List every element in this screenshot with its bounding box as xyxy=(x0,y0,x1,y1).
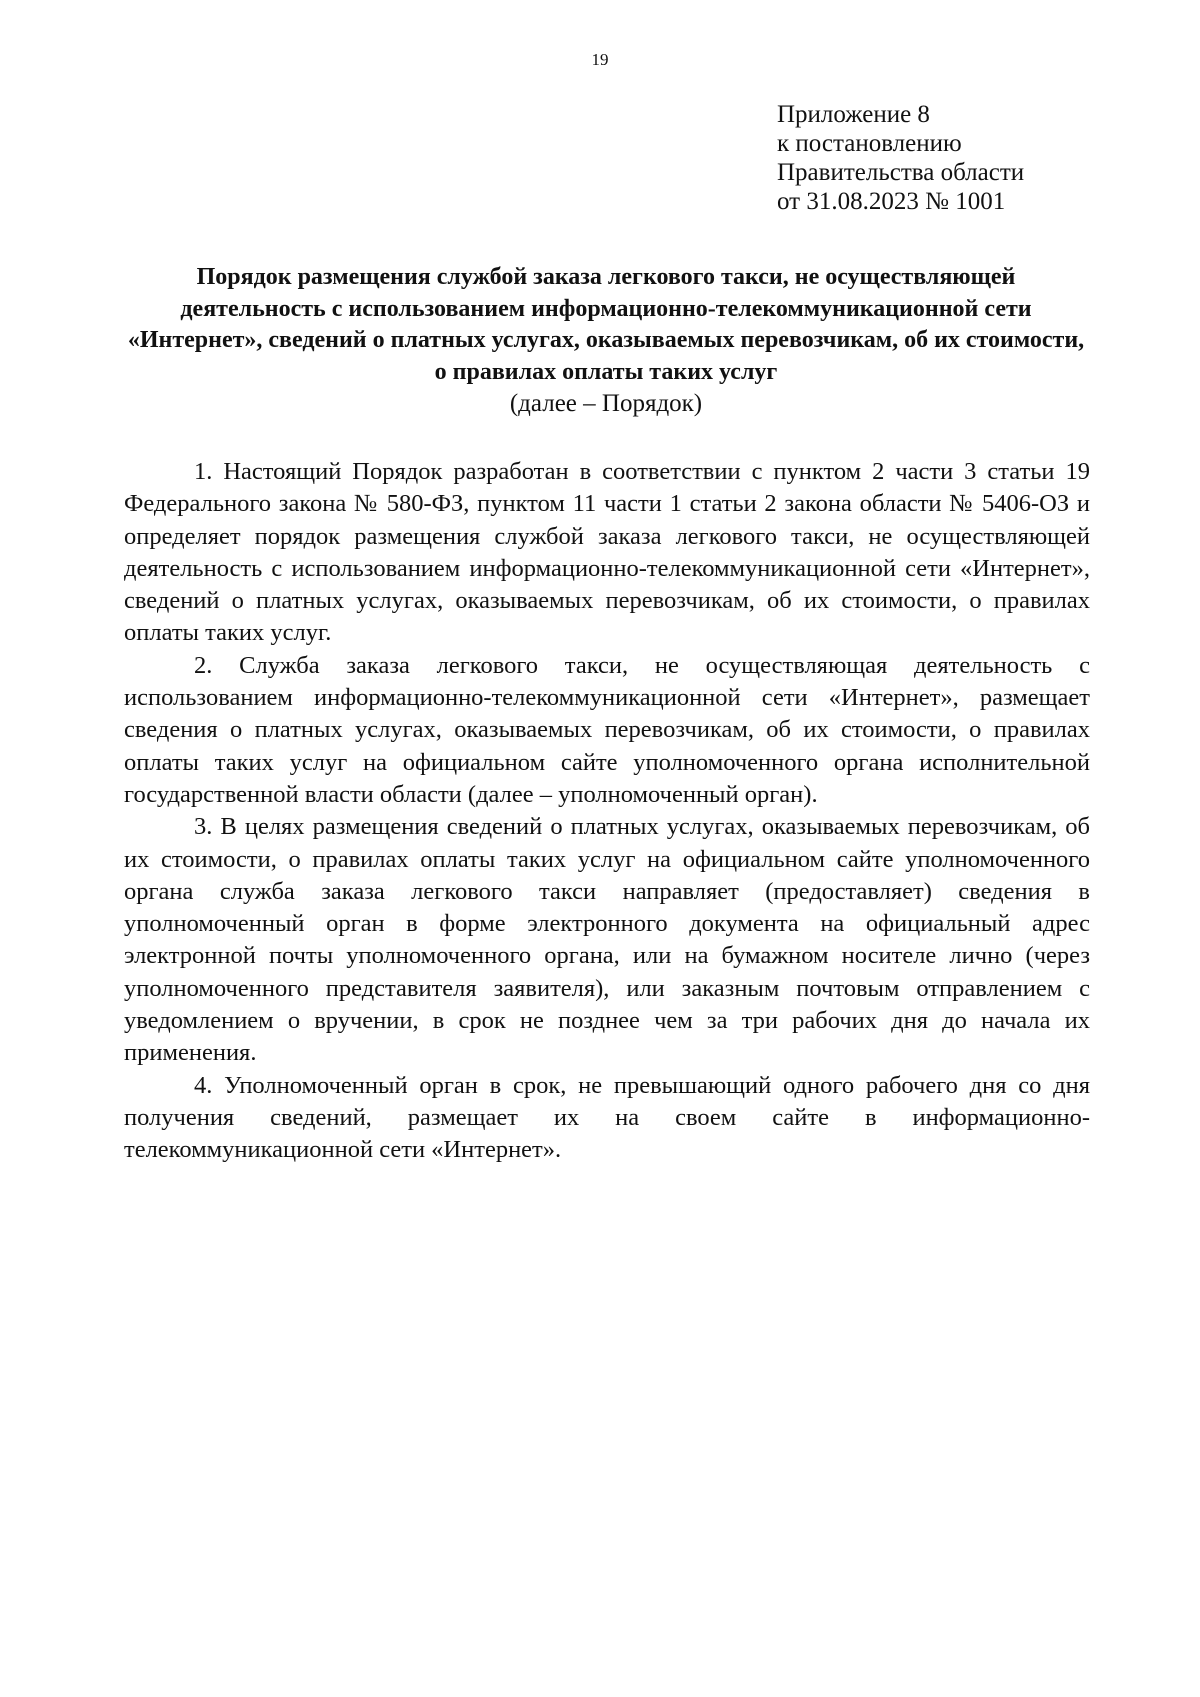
appendix-line: от 31.08.2023 № 1001 xyxy=(777,188,1006,215)
appendix-line: Приложение 8 xyxy=(777,101,930,128)
appendix-reference xyxy=(777,100,1024,216)
paragraph-1: 1. Настоящий Порядок разработан в соответствии с пунктом 2 части 3 статьи 19 Федерального закона № 580-ФЗ, пунктом 11 части 1 статьи 2 закона области № 5406-ОЗ и определяет порядок размещения службой заказа легкового такси, не осуществляющей деятельность с использованием информационно-телекоммуникационной сети «Интернет», сведений о платных услугах, оказываемых перевозчикам, об их стоимости, о правилах оплаты таких услуг. xyxy=(124,458,1090,647)
document-title: Порядок размещения службой заказа легкового такси, не осуществляющей деятельность с использованием информационно-телекоммуникационной сети «Интернет», сведений о платных услугах, оказываемых перевозчикам, об их стоимости, о правилах оплаты таких услуг xyxy=(127,264,1085,385)
appendix-line: к постановлению xyxy=(777,130,962,157)
document-heading xyxy=(122,262,1090,420)
paragraph-4: 4. Уполномоченный орган в срок, не превышающий одного рабочего дня со дня получения сведений, размещает их на своем сайте в информационно-телекоммуникационной сети «Интернет». xyxy=(124,1071,1090,1164)
paragraph-2: 2. Служба заказа легкового такси, не осуществляющая деятельность с использованием информационно-телекоммуникационной сети «Интернет», размещает сведения о платных услугах, оказываемых перевозчикам, об их стоимости, о правилах оплаты таких услуг на официальном сайте уполномоченного органа исполнительной государственной власти области (далее – уполномоченный орган). xyxy=(124,651,1090,808)
appendix-line: Правительства области xyxy=(777,159,1025,186)
document-body xyxy=(124,456,1090,1167)
document-subtitle: (далее – Порядок) xyxy=(509,390,703,417)
page-number: 19 xyxy=(591,50,609,69)
paragraph-3: 3. В целях размещения сведений о платных услугах, оказываемых перевозчикам, об их стоимости, о правилах оплаты таких услуг на официальном сайте уполномоченного органа служба заказа легкового такси направляет (предоставляет) сведения в уполномоченный орган в форме электронного документа на официальный адрес электронной почты уполномоченного органа, или на бумажном носителе лично (через уполномоченного представителя заявителя), или заказным почтовым отправлением с уведомлением о вручении, в срок не позднее чем за три рабочих дня до начала их применения. xyxy=(124,813,1090,1067)
